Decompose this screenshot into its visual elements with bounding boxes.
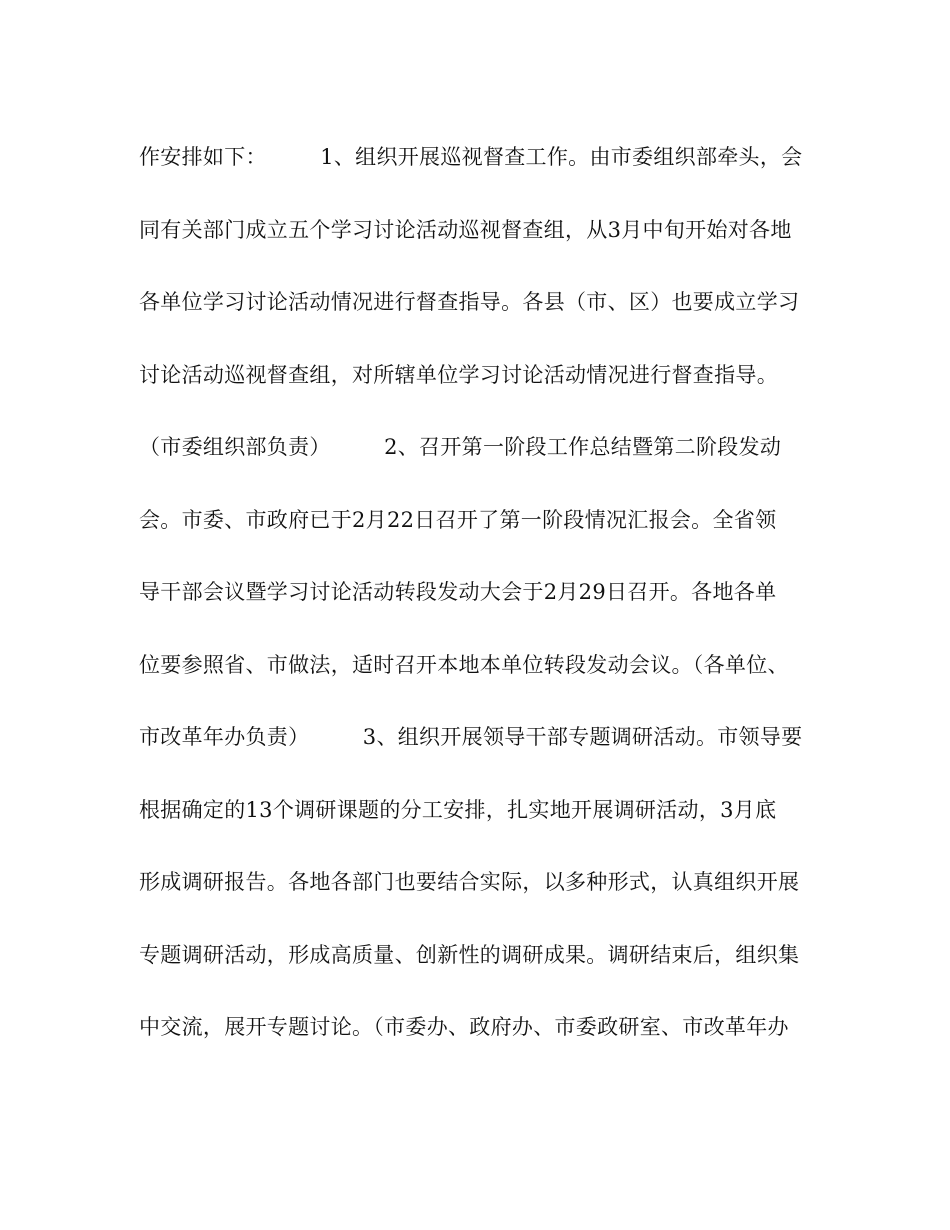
text-line: 各单位学习讨论活动情况进行督查指导。各县（市、区）也要成立学习 [139,290,800,314]
text-line: 作安排如下： 1、组织开展巡视督查工作。由市委组织部牵头，会 [139,145,803,169]
text-line: 讨论活动巡视督查组，对所辖单位学习讨论活动情况进行督查指导。 [139,362,778,387]
text-line: 同有关部门成立五个学习讨论活动巡视督查组，从3月中旬开始对各地 [139,217,792,242]
text-line: 专题调研活动，形成高质量、创新性的调研成果。调研结束后，组织集 [139,942,800,967]
text-line: 根据确定的13个调研课题的分工安排，扎实地开展调研活动，3月底 [139,797,777,822]
text-line: 市改革年办负责） 3、组织开展领导干部专题调研活动。市领导要 [139,725,803,749]
document-body [139,140,819,1083]
text-line: （市委组织部负责） 2、召开第一阶段工作总结暨第二阶段发动 [139,435,782,459]
text-line: 会。市委、市政府已于2月22日召开了第一阶段情况汇报会。全省领 [139,507,777,532]
text-line: 位要参照省、市做法，适时召开本地本单位转段发动会议。（各单位、 [139,652,789,677]
text-line: 形成调研报告。各地各部门也要结合实际，以多种形式，认真组织开展 [139,870,800,894]
text-line: 中交流，展开专题讨论。（市委办、政府办、市委政研室、市改革年办 [139,1015,789,1039]
text-line: 导干部会议暨学习讨论活动转段发动大会于2月29日召开。各地各单 [139,580,777,604]
